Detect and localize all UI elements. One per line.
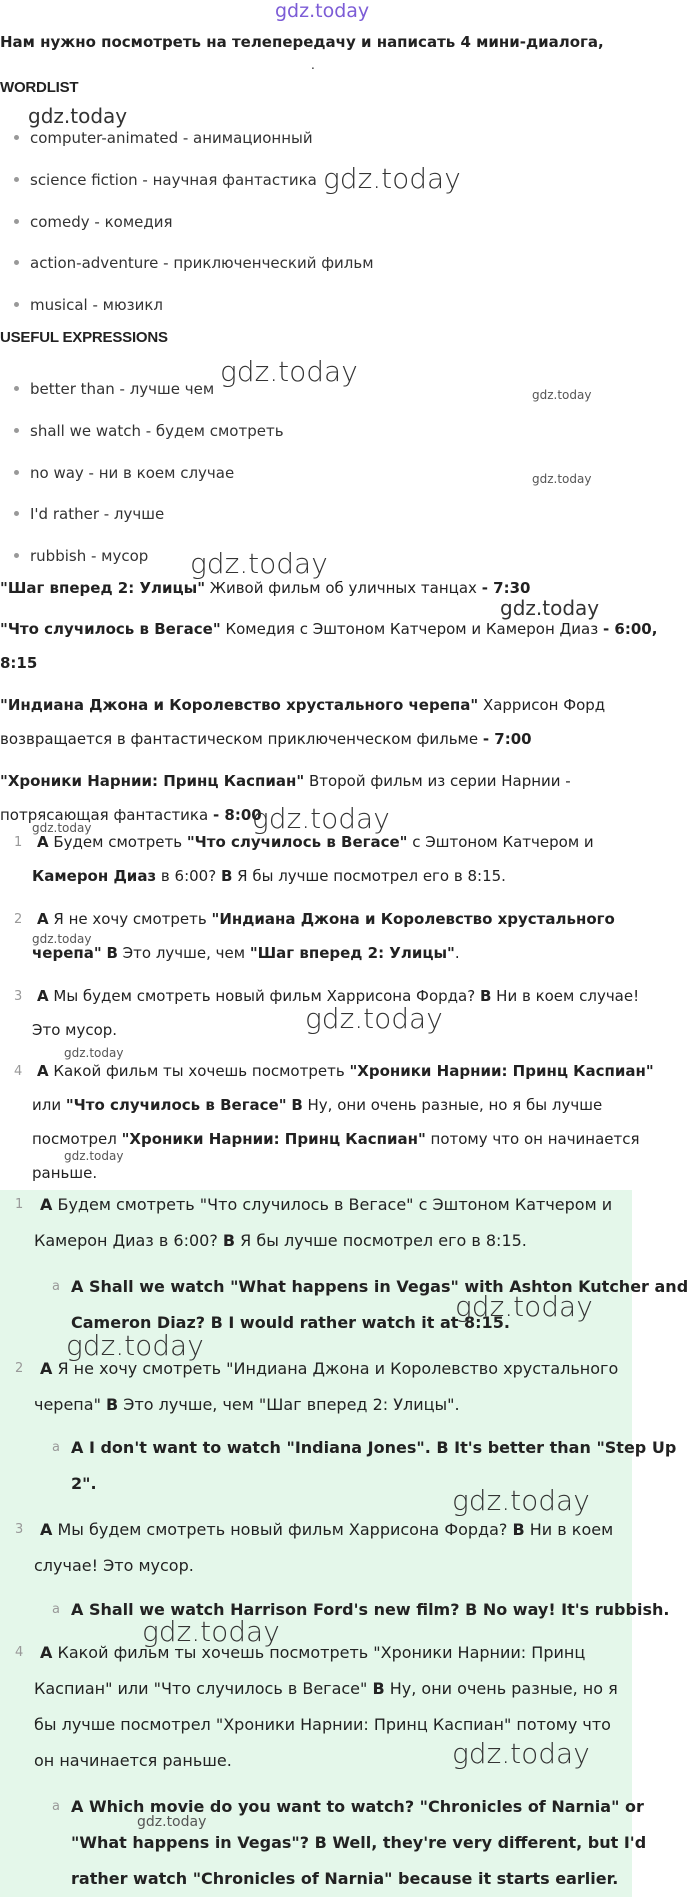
expressions-heading: USEFUL EXPRESSIONS <box>0 329 168 346</box>
dialogue-line: или "Что случилось в Вегасе" B Ну, они очень разные, но я бы лучше <box>32 1096 603 1114</box>
bullet-icon <box>14 302 19 307</box>
bullet-icon <box>14 511 19 516</box>
listing-indiana: "Индиана Джона и Королевство хрустального черепа" Харрисон Форд <box>0 696 606 714</box>
expression-item: I'd rather - лучше <box>14 505 164 523</box>
wordlist-item: musical - мюзикл <box>14 296 163 314</box>
answer-ru-line: A Я не хочу смотреть "Индиана Джона и Королевство хрустального <box>40 1359 619 1378</box>
answer-sub-label: a <box>52 1799 60 1814</box>
watermark: gdz.today <box>252 802 390 835</box>
intro-text: Нам нужно посмотреть на телепередачу и написать 4 мини-диалога, <box>0 33 604 51</box>
answer-en-line: rather watch "Chronicles of Narnia" because it starts earlier. <box>71 1869 619 1888</box>
expression-item: shall we watch - будем смотреть <box>14 422 284 440</box>
expression-item: better than - лучше чем <box>14 380 214 398</box>
bullet-icon <box>14 260 19 265</box>
watermark: gdz.today <box>500 596 600 620</box>
dialogue-line: Камерон Диаз в 6:00? B Я бы лучше посмотрел его в 8:15. <box>32 867 506 885</box>
dialogue-line: Это мусор. <box>32 1021 118 1039</box>
answer-en-line: 2". <box>71 1474 97 1493</box>
stray-dot: . <box>311 58 315 72</box>
bullet-icon <box>14 470 19 475</box>
watermark-top: gdz.today <box>275 0 370 22</box>
watermark: gdz.today <box>137 1814 207 1830</box>
watermark: gdz.today <box>66 1329 204 1362</box>
expression-item: no way - ни в коем случае <box>14 464 234 482</box>
answer-en-line: A Shall we watch "What happens in Vegas" with Ashton Kutcher and <box>71 1277 688 1296</box>
answer-en-line: A I don't want to watch "Indiana Jones". B It's better than "Step Up <box>71 1438 677 1457</box>
wordlist-heading: WORDLIST <box>0 79 79 96</box>
dialogue-number: 1 <box>14 835 23 850</box>
answer-ru-line: Камерон Диаз в 6:00? B Я бы лучше посмотрел его в 8:15. <box>34 1231 527 1250</box>
answer-ru-line: случае! Это мусор. <box>34 1556 194 1575</box>
answer-en-line: "What happens in Vegas"? B Well, they're very different, but I'd <box>71 1833 647 1852</box>
dialogue-line: посмотрел "Хроники Нарнии: Принц Каспиан" потому что он начинается <box>32 1130 640 1148</box>
listing-vegas-line2: 8:15 <box>0 654 38 672</box>
answer-ru-line: A Мы будем смотреть новый фильм Харрисона Форда? B Ни в коем <box>40 1520 614 1539</box>
watermark: gdz.today <box>455 1290 593 1323</box>
bullet-icon <box>14 553 19 558</box>
dialogue-line: раньше. <box>32 1164 98 1182</box>
dialogue-number: 4 <box>14 1064 23 1079</box>
watermark: gdz.today <box>28 104 128 128</box>
watermark: gdz.today <box>64 1046 124 1060</box>
answer-ru-line: черепа" B Это лучше, чем "Шаг вперед 2: Улицы". <box>34 1395 460 1414</box>
answer-en-line: A Which movie do you want to watch? "Chronicles of Narnia" or <box>71 1797 644 1816</box>
answer-number: 3 <box>15 1522 24 1537</box>
wordlist-item: science fiction - научная фантастика <box>14 171 317 189</box>
watermark: gdz.today <box>220 355 358 388</box>
listing-step-up: "Шаг вперед 2: Улицы" Живой фильм об уличных танцах - 7:30 <box>0 579 531 597</box>
dialogue-number: 3 <box>14 989 23 1004</box>
dialogue-number: 2 <box>14 912 23 927</box>
bullet-icon <box>14 428 19 433</box>
watermark: gdz.today <box>452 1737 590 1770</box>
wordlist-item: comedy - комедия <box>14 213 173 231</box>
bullet-icon <box>14 386 19 391</box>
answer-sub-label: a <box>52 1602 60 1617</box>
watermark: gdz.today <box>323 162 461 195</box>
dialogue-line: A Мы будем смотреть новый фильм Харрисона Форда? B Ни в коем случае! <box>37 987 640 1005</box>
dialogue-line: A Какой фильм ты хочешь посмотреть "Хроники Нарнии: Принц Каспиан" <box>37 1062 654 1080</box>
bullet-icon <box>14 135 19 140</box>
watermark: gdz.today <box>32 932 92 946</box>
answer-sub-label: a <box>52 1279 60 1294</box>
watermark: gdz.today <box>532 472 592 486</box>
answer-ru-line: A Будем смотреть "Что случилось в Вегасе" с Эштоном Катчером и <box>40 1195 613 1214</box>
answer-ru-line: Каспиан" или "Что случилось в Вегасе" B Ну, они очень разные, но я <box>34 1679 618 1698</box>
bullet-icon <box>14 177 19 182</box>
answer-en-line: A Shall we watch Harrison Ford's new film? B No way! It's rubbish. <box>71 1600 670 1619</box>
listing-indiana-line2: возвращается в фантастическом приключенческом фильме - 7:00 <box>0 730 532 748</box>
watermark: gdz.today <box>142 1615 280 1648</box>
answer-number: 1 <box>15 1197 24 1212</box>
answer-ru-line: A Какой фильм ты хочешь посмотреть "Хроники Нарнии: Принц <box>40 1643 586 1662</box>
answer-number: 4 <box>15 1645 24 1660</box>
watermark: gdz.today <box>532 388 592 402</box>
watermark: gdz.today <box>32 821 92 835</box>
listing-narnia: "Хроники Нарнии: Принц Каспиан" Второй фильм из серии Нарнии - <box>0 772 571 790</box>
listing-narnia-line2: потрясающая фантастика - 8:00 <box>0 806 262 824</box>
watermark: gdz.today <box>64 1149 124 1163</box>
dialogue-line: черепа" B Это лучше, чем "Шаг вперед 2: Улицы". <box>32 944 460 962</box>
watermark: gdz.today <box>452 1484 590 1517</box>
answer-sub-label: a <box>52 1440 60 1455</box>
wordlist-item: computer-animated - анимационный <box>14 129 313 147</box>
watermark: gdz.today <box>190 547 328 580</box>
dialogue-line: A Я не хочу смотреть "Индиана Джона и Королевство хрустального <box>37 910 615 928</box>
answer-number: 2 <box>15 1361 24 1376</box>
watermark: gdz.today <box>305 1002 443 1035</box>
bullet-icon <box>14 219 19 224</box>
answer-en-line: Cameron Diaz? B I would rather watch it at 8:15. <box>71 1313 510 1332</box>
answer-ru-line: бы лучше посмотрел "Хроники Нарнии: Принц Каспиан" потому что <box>34 1715 611 1734</box>
listing-vegas: "Что случилось в Вегасе" Комедия с Эштоном Катчером и Камерон Диаз - 6:00, <box>0 620 658 638</box>
dialogue-line: A Будем смотреть "Что случилось в Вегасе" с Эштоном Катчером и <box>37 833 594 851</box>
expression-item: rubbish - мусор <box>14 547 148 565</box>
wordlist-item: action-adventure - приключенческий фильм <box>14 254 374 272</box>
answer-ru-line: он начинается раньше. <box>34 1751 232 1770</box>
